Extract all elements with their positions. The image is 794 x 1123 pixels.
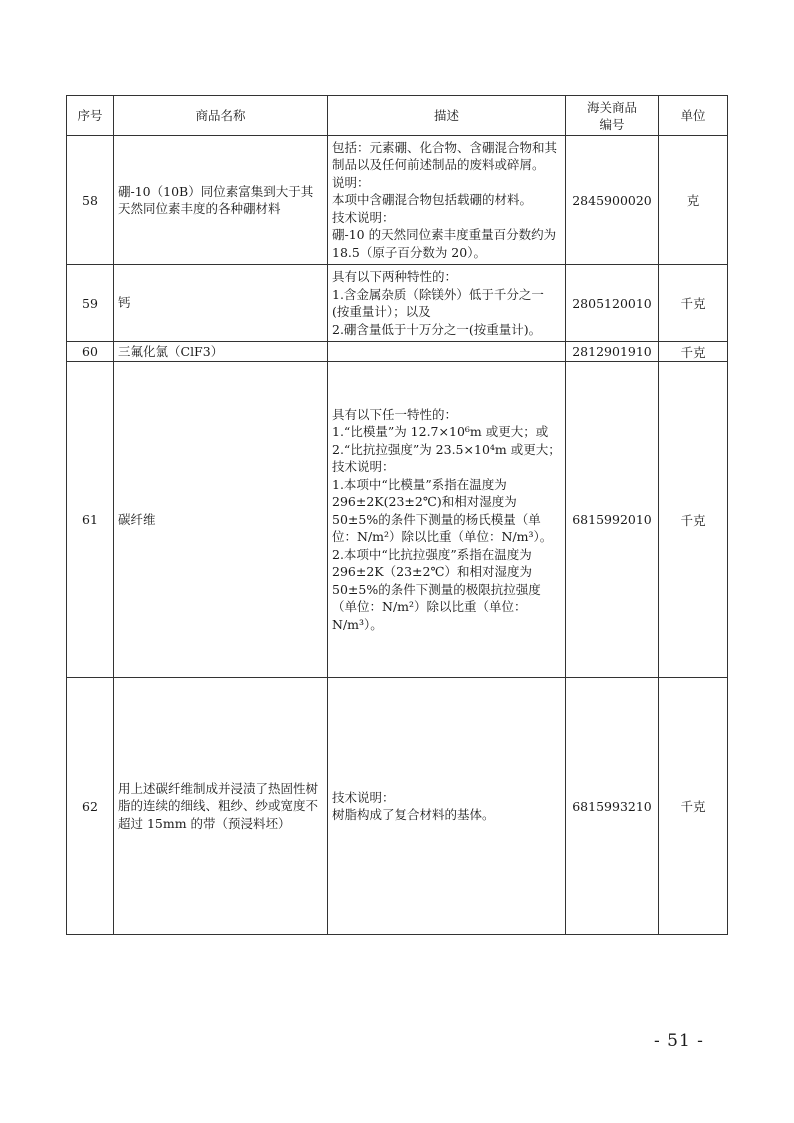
table-header-row xyxy=(67,96,728,136)
desc-line: 具有以下两种特性的： xyxy=(332,269,458,284)
desc-line: 树脂构成了复合材料的基体。 xyxy=(332,807,495,822)
row-unit: 千克 xyxy=(659,678,728,935)
row-unit: 千克 xyxy=(659,265,728,342)
row-name: 用上述碳纤维制成并浸渍了热固性树脂的连续的细线、粗纱、纱或宽度不超过 15mm 的带（预浸料坯） xyxy=(114,678,328,935)
desc-line: 1.本项中“比模量”系指在温度为 296±2K(23±2℃)和相对湿度为 50±5%的条件下测量的杨氏模量（单位：N/m²）除以比重（单位：N/m³）。 xyxy=(332,476,553,545)
row-code: 2805120010 xyxy=(566,265,659,342)
table-row xyxy=(67,265,728,342)
row-name: 三氟化氯（ClF3） xyxy=(114,342,328,362)
desc-line: 1.“比模量”为 12.7×10⁶m 或更大；或 xyxy=(332,424,549,440)
row-unit: 千克 xyxy=(659,342,728,362)
row-desc xyxy=(328,362,566,678)
row-code: 6815992010 xyxy=(566,362,659,678)
header-name: 商品名称 xyxy=(114,96,328,136)
row-code: 2812901910 xyxy=(566,342,659,362)
header-no: 序号 xyxy=(67,96,114,136)
row-unit: 千克 xyxy=(659,362,728,678)
row-code: 2845900020 xyxy=(566,136,659,265)
row-code: 6815993210 xyxy=(566,678,659,935)
desc-line: 2.硼含量低于十万分之一(按重量计)。 xyxy=(332,321,542,337)
row-unit: 克 xyxy=(659,136,728,265)
desc-line: 说明： xyxy=(332,174,370,190)
row-desc xyxy=(328,678,566,935)
desc-line: 技术说明： xyxy=(332,789,395,805)
row-no: 60 xyxy=(67,342,114,362)
row-no: 59 xyxy=(67,265,114,342)
table-row xyxy=(67,342,728,362)
desc-line: 技术说明： xyxy=(332,459,395,475)
header-unit: 单位 xyxy=(659,96,728,136)
desc-line: 本项中含硼混合物包括载硼的材料。 xyxy=(332,192,533,208)
row-name: 钙 xyxy=(114,265,328,342)
row-name: 硼-10（10B）同位素富集到大于其天然同位素丰度的各种硼材料 xyxy=(114,136,328,265)
header-desc: 描述 xyxy=(328,96,566,136)
row-no: 62 xyxy=(67,678,114,935)
row-no: 58 xyxy=(67,136,114,265)
table-row xyxy=(67,678,728,935)
row-no: 61 xyxy=(67,362,114,678)
row-name: 碳纤维 xyxy=(114,362,328,678)
table-row xyxy=(67,362,728,678)
table-row xyxy=(67,136,728,265)
goods-table xyxy=(66,95,728,935)
desc-line: 技术说明： xyxy=(332,209,395,225)
row-desc xyxy=(328,265,566,342)
desc-line: 1.含金属杂质（除镁外）低于千分之一(按重量计）；以及 xyxy=(332,286,544,319)
header-code xyxy=(566,96,659,136)
row-desc xyxy=(328,342,566,362)
desc-line: 2.“比抗拉强度”为 23.5×10⁴m 或更大； xyxy=(332,441,561,457)
desc-line: 硼-10 的天然同位素丰度重量百分数约为 18.5（原子百分数为 20）。 xyxy=(332,227,557,260)
row-desc xyxy=(328,136,566,265)
desc-line: 具有以下任一特性的： xyxy=(332,406,458,422)
desc-line: 包括：元素硼、化合物、含硼混合物和其制品以及任何前述制品的废料或碎屑。 xyxy=(332,139,558,173)
desc-line: 2.本项中“比抗拉强度”系指在温度为 296±2K（23±2℃）和相对湿度为 50±5%的条件下测量的极限抗拉强度（单位：N/m²）除以比重（单位：N/m³）。 xyxy=(332,546,541,632)
page-number: - 51 - xyxy=(654,1031,704,1051)
header-code-label: 海关商品编号 xyxy=(586,99,637,132)
